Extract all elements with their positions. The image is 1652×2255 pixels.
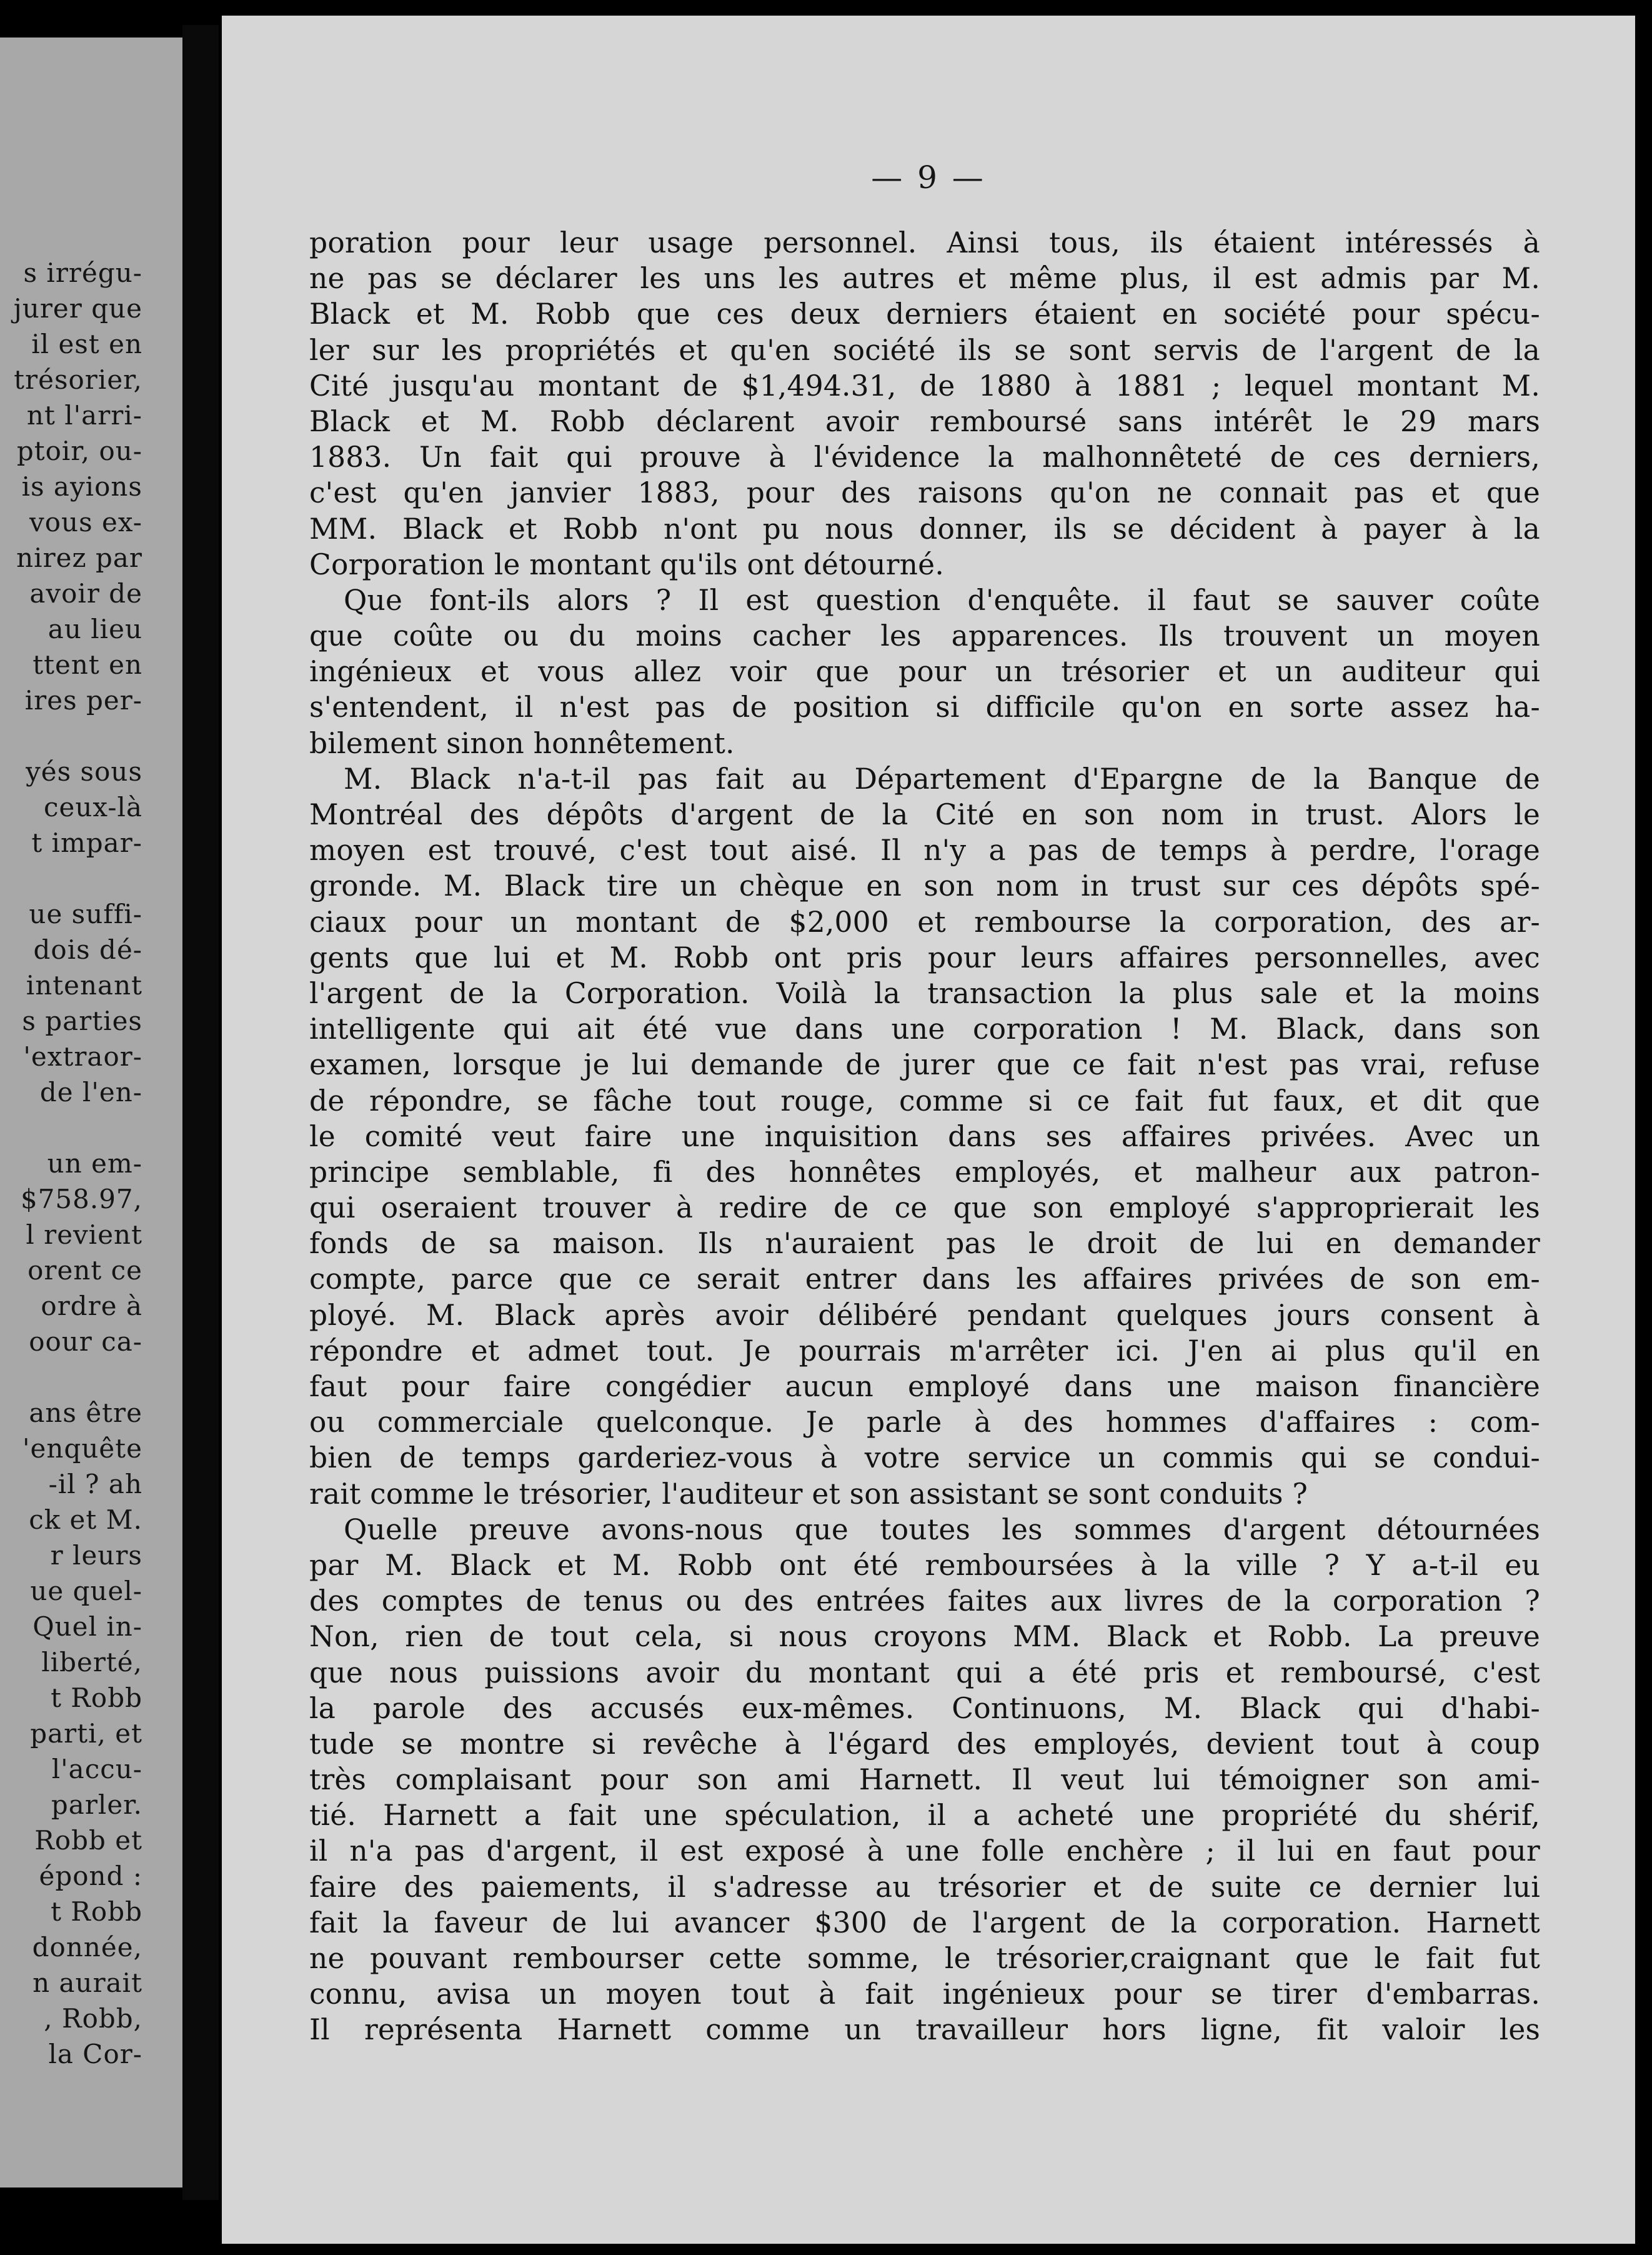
left-text-line: n aurait	[32, 1968, 142, 1998]
left-text-line: ordre à	[41, 1291, 142, 1321]
text-line: moyen est trouvé, c'est tout aisé. Il n'y a pas de temps à perdre, l'orage	[309, 834, 1540, 868]
text-line: MM. Black et Robb n'ont pu nous donner, ils se décident à payer à la	[309, 512, 1540, 546]
left-text-line: au lieu	[47, 614, 142, 644]
left-text-line: Quel in-	[32, 1611, 142, 1642]
scan-border-right	[1635, 0, 1652, 2255]
left-text-line: r leurs	[50, 1540, 142, 1571]
left-text-line: oour ca-	[29, 1326, 142, 1357]
text-line: l'argent de la Corporation. Voilà la transaction la plus sale et la moins	[309, 976, 1540, 1010]
text-line: intelligente qui ait été vue dans une corporation ! M. Black, dans son	[309, 1012, 1540, 1046]
text-line: la parole des accusés eux-mêmes. Continuons, M. Black qui d'habi-	[309, 1691, 1540, 1725]
body-text	[309, 225, 1540, 2048]
left-text-line: yés sous	[26, 756, 142, 787]
text-line: faut pour faire congédier aucun employé dans une maison financière	[309, 1370, 1540, 1403]
left-text-line: il est en	[31, 329, 142, 359]
left-text-line: l revient	[26, 1219, 142, 1250]
text-line: fait la faveur de lui avancer $300 de l'argent de la corporation. Harnett	[309, 1906, 1540, 1939]
left-text-line: ttent en	[32, 649, 142, 680]
left-text-line: donnée,	[32, 1932, 142, 1962]
left-text-line: -il ? ah	[48, 1469, 142, 1499]
text-line: gronde. M. Black tire un chèque en son nom in trust sur ces dépôts spé-	[309, 869, 1540, 903]
left-text-line: Robb et	[34, 1825, 142, 1856]
left-text-line: ceux-là	[43, 792, 142, 822]
left-text-line	[0, 1110, 182, 1146]
text-line: par M. Black et M. Robb ont été remboursées à la ville ? Y a-t-il eu	[309, 1548, 1540, 1582]
text-line: M. Black n'a-t-il pas fait au Département d'Epargne de la Banque de	[344, 762, 1540, 796]
text-line: Quelle preuve avons-nous que toutes les sommes d'argent détournées	[344, 1512, 1540, 1546]
text-line: Black et M. Robb déclarent avoir remboursé sans intérêt le 29 mars	[309, 404, 1540, 438]
text-line: gents que lui et M. Robb ont pris pour leurs affaires personnelles, avec	[309, 941, 1540, 974]
left-text-line: jurer que	[13, 293, 142, 324]
text-line: des comptes de tenus ou des entrées faites aux livres de la corporation ?	[309, 1584, 1540, 1618]
text-line: Il représenta Harnett comme un travailleur hors ligne, fit valoir les	[309, 2013, 1540, 2047]
text-line: rait comme le trésorier, l'auditeur et son assistant se sont conduits ?	[309, 1477, 1308, 1511]
left-text-line: ptoir, ou-	[16, 436, 142, 466]
text-line: le comité veut faire une inquisition dans ses affaires privées. Avec un	[309, 1119, 1540, 1153]
left-text-line: l'accu-	[51, 1754, 142, 1784]
left-text-line: intenant	[26, 970, 142, 1001]
left-text-line: ue quel-	[30, 1576, 142, 1606]
left-page-fragment	[0, 38, 182, 2188]
left-text-line: 'enquête	[22, 1433, 142, 1464]
text-line: ne pas se déclarer les uns les autres et même plus, il est admis par M.	[309, 262, 1540, 296]
text-line: Que font-ils alors ? Il est question d'enquête. il faut se sauver coûte	[344, 583, 1540, 617]
text-line: bilement sinon honnêtement.	[309, 726, 735, 760]
left-text-line: s irrégu-	[23, 258, 142, 288]
left-text-line: nirez par	[16, 542, 142, 573]
text-line: répondre et admet tout. Je pourrais m'arrêter ici. J'en ai plus qu'il en	[309, 1334, 1540, 1368]
text-line: ler sur les propriétés et qu'en société ils se sont servis de l'argent de la	[309, 333, 1540, 367]
left-text-line: ck et M.	[29, 1504, 142, 1535]
text-line: examen, lorsque je lui demande de jurer que ce fait n'est pas vrai, refuse	[309, 1048, 1540, 1082]
text-line: il n'a pas d'argent, il est exposé à une folle enchère ; il lui en faut pour	[309, 1834, 1540, 1868]
text-line: Corporation le montant qu'ils ont détourné.	[309, 548, 944, 581]
left-text-line: de l'en-	[39, 1077, 142, 1108]
text-line: c'est qu'en janvier 1883, pour des raisons qu'on ne connait pas et que	[309, 476, 1540, 510]
page-number: — 9 —	[871, 159, 986, 196]
left-text-line: épond :	[39, 1861, 142, 1891]
left-text-line: la Cor-	[48, 2039, 142, 2069]
text-line: ingénieux et vous allez voir que pour un trésorier et un auditeur qui	[309, 655, 1540, 689]
text-line: ciaux pour un montant de $2,000 et rembourse la corporation, des ar-	[309, 905, 1540, 939]
left-text-line: dois dé-	[33, 934, 142, 965]
left-text-line	[0, 718, 182, 754]
left-text-line: ue suffi-	[29, 899, 142, 929]
left-text-line	[0, 1359, 182, 1395]
text-line: ou commerciale quelconque. Je parle à des hommes d'affaires : com-	[309, 1406, 1540, 1439]
text-line: que nous puissions avoir du montant qui a été pris et remboursé, c'est	[309, 1656, 1540, 1689]
text-line: tié. Harnett a fait une spéculation, il a acheté une propriété du shérif,	[309, 1799, 1540, 1832]
text-line: ne pouvant rembourser cette somme, le trésorier,craignant que le fait fut	[309, 1942, 1540, 1975]
text-line: fonds de sa maison. Ils n'auraient pas le droit de lui en demander	[309, 1227, 1540, 1261]
text-line: s'entendent, il n'est pas de position si difficile qu'on en sorte assez ha-	[309, 691, 1540, 724]
left-text-line	[0, 861, 182, 896]
left-text-line: un em-	[47, 1148, 142, 1179]
text-line: très complaisant pour son ami Harnett. Il veut lui témoigner son ami-	[309, 1763, 1540, 1797]
text-line: faire des paiements, il s'adresse au trésorier et de suite ce dernier lui	[309, 1870, 1540, 1904]
left-page-text	[0, 255, 182, 2072]
left-text-line: ires per-	[24, 685, 142, 716]
left-text-line: s parties	[22, 1006, 142, 1036]
left-text-line: ans être	[29, 1398, 142, 1428]
text-line: Non, rien de tout cela, si nous croyons MM. Black et Robb. La preuve	[309, 1620, 1540, 1654]
left-text-line: avoir de	[29, 578, 142, 609]
text-line: principe semblable, fi des honnêtes employés, et malheur aux patron-	[309, 1155, 1540, 1189]
left-text-line: nt l'arri-	[26, 400, 142, 431]
book-gutter	[182, 25, 219, 2200]
text-line: Cité jusqu'au montant de $1,494.31, de 1880 à 1881 ; lequel montant M.	[309, 369, 1540, 402]
text-line: poration pour leur usage personnel. Ainsi tous, ils étaient intéressés à	[309, 226, 1540, 259]
text-line: qui oseraient trouver à redire de ce que son employé s'approprierait les	[309, 1191, 1540, 1225]
left-text-line: liberté,	[41, 1647, 142, 1678]
left-text-line: orent ce	[27, 1255, 142, 1286]
text-line: connu, avisa un moyen tout à fait ingénieux pour se tirer d'embarras.	[309, 1978, 1540, 2011]
left-text-line: t Robb	[51, 1896, 142, 1927]
left-text-line: , Robb,	[44, 2003, 142, 2034]
main-page	[222, 16, 1635, 2244]
left-text-line: $758.97,	[20, 1184, 142, 1214]
text-line: Montréal des dépôts d'argent de la Cité en son nom in trust. Alors le	[309, 798, 1540, 831]
left-text-line: parti, et	[30, 1718, 142, 1749]
scan-border-bottom	[222, 2244, 1635, 2255]
text-line: compte, parce que ce serait entrer dans les affaires privées de son em-	[309, 1262, 1540, 1296]
left-text-line: is ayions	[21, 471, 142, 502]
left-text-line: 'extraor-	[23, 1041, 142, 1072]
left-text-line: parler.	[51, 1789, 142, 1820]
text-line: ployé. M. Black après avoir délibéré pendant quelques jours consent à	[309, 1298, 1540, 1332]
text-line: que coûte ou du moins cacher les apparences. Ils trouvent un moyen	[309, 619, 1540, 653]
text-line: Black et M. Robb que ces deux derniers étaient en société pour spécu-	[309, 298, 1540, 331]
text-line: tude se montre si revêche à l'égard des employés, devient tout à coup	[309, 1727, 1540, 1761]
text-line: de répondre, se fâche tout rouge, comme si ce fait fut faux, et dit que	[309, 1084, 1540, 1118]
left-text-line: vous ex-	[29, 507, 142, 538]
left-text-line: t Robb	[51, 1682, 142, 1713]
left-text-line: t impar-	[31, 828, 142, 858]
text-line: bien de temps garderiez-vous à votre service un commis qui se condui-	[309, 1441, 1540, 1475]
left-text-line: trésorier,	[14, 364, 142, 395]
text-line: 1883. Un fait qui prouve à l'évidence la malhonnêteté de ces derniers,	[309, 441, 1540, 474]
